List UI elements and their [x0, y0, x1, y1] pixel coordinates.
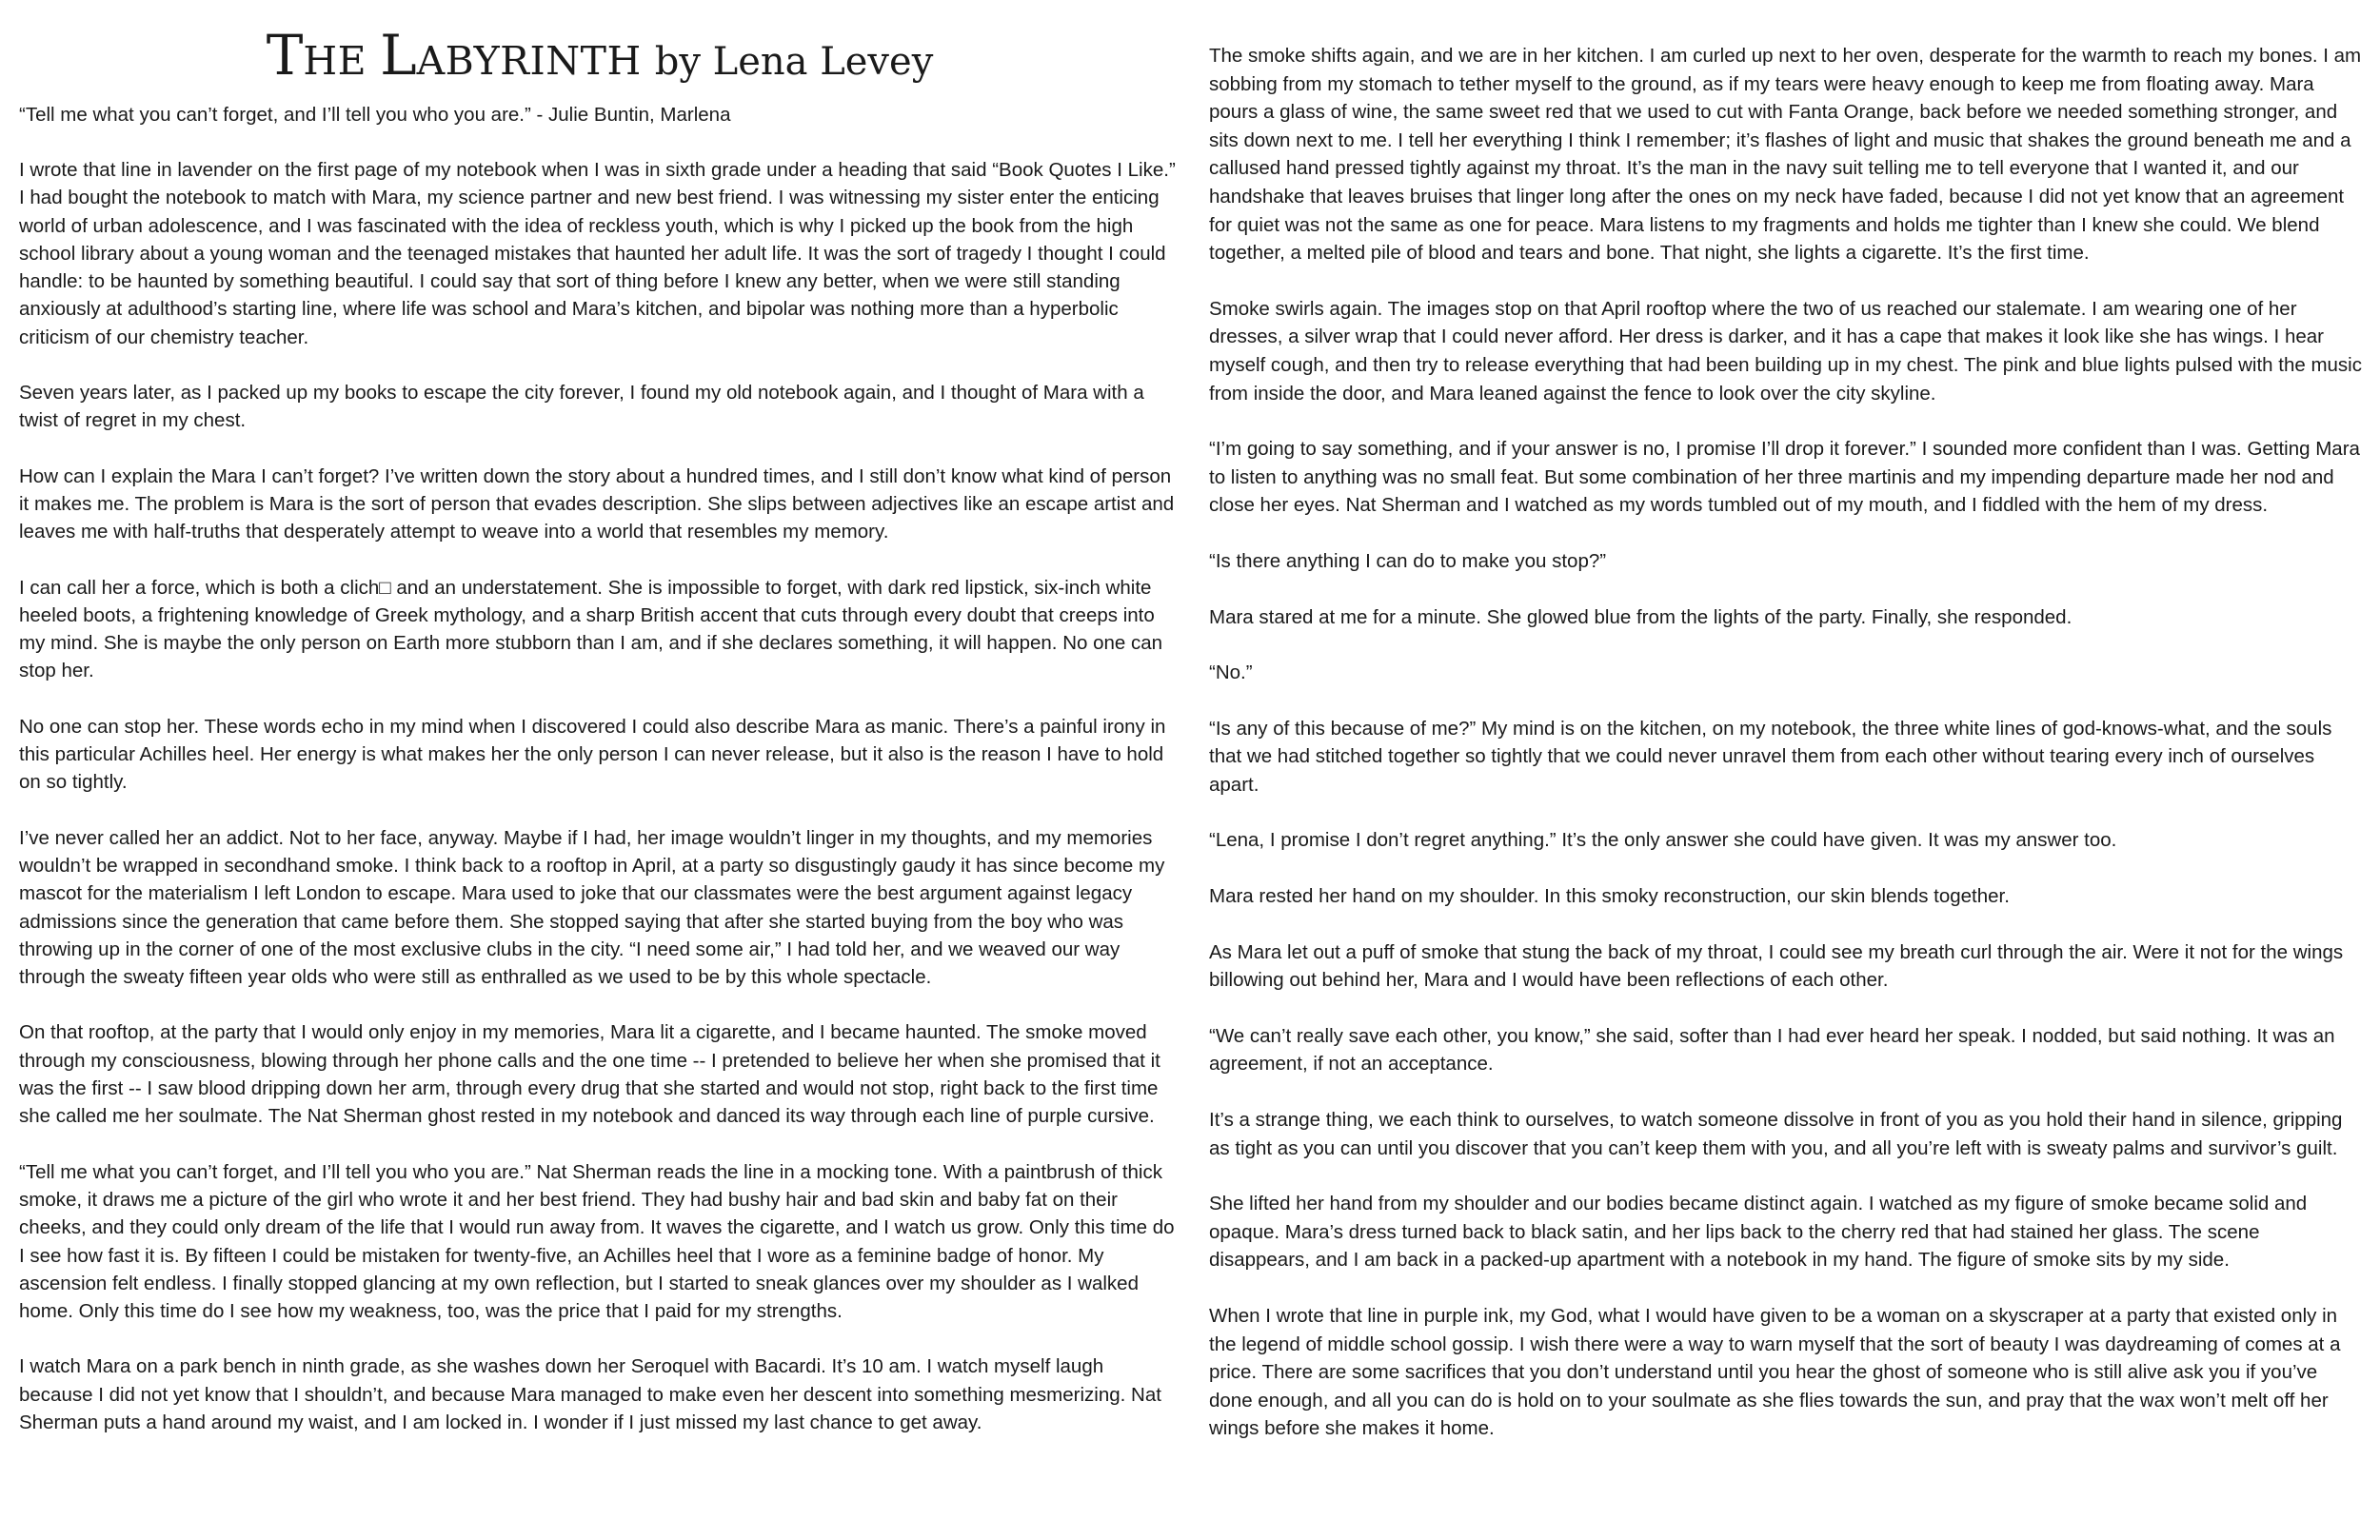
- left-body: [19, 156, 1180, 1436]
- paragraph: “We can’t really save each other, you know,” she said, softer than I had ever heard her speak. I nodded, but said nothing. It was an agreement, if not an acceptance.: [1209, 1024, 2335, 1076]
- paragraph: “Tell me what you can’t forget, and I’ll tell you who you are.” Nat Sherman reads the line in a mocking tone. With a paintbrush of thick smoke, it draws me a picture of the girl who wrote it and her best friend. They had bushy hair and bad skin and baby fat on their cheeks, and they could only dream of the life that I would run away from. It waves the cigarette, and I watch us grow. Only this time do I see how fast it is. By fifteen I could be mistaken for twenty-five, an Achilles heel that I wore as a feminine badge of honor. My ascension felt endless. I finally stopped glancing at my own reflection, but I started to sneak glances over my shoulder as I walked home. Only this time do I see how my weakness, too, was the price that I paid for my strengths.: [19, 1160, 1175, 1323]
- paragraph: Smoke swirls again. The images stop on that April rooftop where the two of us reached our stalemate. I am wearing one of her dresses, a silver wrap that I could never afford. Her dress is darker, and it has a cape that makes it look like she has wings. I hear myself cough, and then try to release everything that had been building up in my chest. The pink and blue lights pulsed with the music from inside the door, and Mara leaned against the fence to look over the city skyline.: [1209, 297, 2362, 405]
- paragraph: I’ve never called her an addict. Not to her face, anyway. Maybe if I had, her image wouldn’t linger in my thoughts, and my memories wouldn’t be wrapped in secondhand smoke. I think back to a rooftop in April, at a party so disgustingly gaudy it has since become my mascot for the materialism I left London to escape. Mara used to joke that our classmates were the best argument against legacy admissions since the generation that came before them. She stopped saying that after she started buying from the boy who was throwing up in the corner of one of the most exclusive clubs in the city. “I need some air,” I had told her, and we weaved our way through the sweaty fifteen year olds who were still as enthralled as we used to be by this whole spectacle.: [19, 826, 1165, 989]
- paragraph: I can call her a force, which is both a clich□ and an understatement. She is impossible to forget, with dark red lipstick, six-inch white heeled boots, a frightening knowledge of Greek mythology, and a sharp British accent that cuts through every doubt that creeps into my mind. She is maybe the only person on Earth more stubborn than I am, and if she declares something, it will happen. No one can stop her.: [19, 576, 1163, 682]
- right-column: [1209, 0, 2366, 1471]
- story-title: [19, 21, 1180, 89]
- title-rest-labyrinth: ABYRINTH: [416, 38, 642, 84]
- byline: by Lena Levey: [654, 40, 934, 84]
- title-initial-l: L: [380, 23, 417, 88]
- paragraph: I wrote that line in lavender on the first page of my notebook when I was in sixth grade under a heading that said “Book Quotes I Like.” I had bought the notebook to match with Mara, my science partner and new best friend. I was witnessing my sister enter the enticing world of urban adolescence, and I was fascinated with the idea of reckless youth, which is why I picked up the book from the high school library about a young woman and the teenaged mistakes that haunted her adult life. It was the sort of tragedy I thought I could handle: to be haunted by something beautiful. I could say that sort of thing before I knew any better, when we were still standing anxiously at adulthood’s starting line, where life was school and Mara’s kitchen, and bipolar was nothing more than a hyperbolic criticism of our chemistry teacher.: [19, 159, 1176, 348]
- epigraph: “Tell me what you can’t forget, and I’ll tell you who you are.” - Julie Buntin, Marlena: [19, 104, 731, 126]
- right-body: [1209, 42, 2366, 1443]
- left-column: [19, 0, 1180, 1464]
- paragraph: No one can stop her. These words echo in my mind when I discovered I could also describe Mara as manic. There’s a painful irony in this particular Achilles heel. Her energy is what makes her the only person I can never release, but it also is the reason I have to hold on so tightly.: [19, 715, 1166, 794]
- paragraph: Mara stared at me for a minute. She glowed blue from the lights of the party. Finally, she responded.: [1209, 605, 2073, 628]
- paragraph: Mara rested her hand on my shoulder. In this smoky reconstruction, our skin blends together.: [1209, 885, 2010, 908]
- paragraph: She lifted her hand from my shoulder and our bodies became distinct again. I watched as my figure of smoke became solid and opaque. Mara’s dress turned back to black satin, and her lips back to the cherry red that had stained her glass. The scene disappears, and I am back in a packed-up apartment with a notebook in my hand. The figure of smoke sits by my side.: [1209, 1193, 2308, 1272]
- title-rest-the: HE: [303, 38, 367, 84]
- paragraph: The smoke shifts again, and we are in her kitchen. I am curled up next to her oven, desperate for the warmth to reach my bones. I am sobbing from my stomach to tether myself to the ground, as if my tears were heavy enough to keep me from floating away. Mara pours a glass of wine, the same sweet red that we used to cut with Fanta Orange, back before we needed something stronger, and sits down next to me. I tell her everything I think I remember; it’s flashes of light and music that shakes the ground beneath me and a callused hand pressed tightly against my throat. It’s the man in the navy suit telling me to tell everyone that I wanted it, and our handshake that leaves bruises that linger long after the ones on my neck have faded, because I did not yet know that an agreement for quiet was not the same as one for peace. Mara listens to my fragments and holds me tighter than I knew she could. We blend together, a melted pile of blood and tears and bone. That night, she lights a cigarette. It’s the first time.: [1209, 45, 2362, 265]
- paragraph: “I’m going to say something, and if your answer is no, I promise I’ll drop it forever.” I sounded more confident than I was. Getting Mara to listen to anything was no small feat. But some combination of her three martinis and my impending departure made her nod and close her eyes. Nat Sherman and I watched as my words tumbled out of my mouth, and I fiddled with the hem of my dress.: [1209, 438, 2360, 517]
- paragraph: I watch Mara on a park bench in ninth grade, as she washes down her Seroquel with Bacardi. It’s 10 am. I watch myself laugh because I did not yet know that I shouldn’t, and because Mara managed to make even her descent into something mesmerizing. Nat Sherman puts a hand around my waist, and I am locked in. I wonder if I just missed my last chance to get away.: [19, 1355, 1161, 1433]
- paragraph: On that rooftop, at the party that I would only enjoy in my memories, Mara lit a cigarette, and I became haunted. The smoke moved through my consciousness, blowing through her phone calls and the one time -- I pretended to believe her when she promised that it was the first -- I saw blood dripping down her arm, through every drug that she started and would not stop, right back to the first time she called me her soulmate. The Nat Sherman ghost rested in my notebook and danced its way through each line of purple cursive.: [19, 1021, 1160, 1128]
- paragraph: Seven years later, as I packed up my books to escape the city forever, I found my old notebook again, and I thought of Mara with a twist of regret in my chest.: [19, 382, 1144, 432]
- paragraph: When I wrote that line in purple ink, my God, what I would have given to be a woman on a skyscraper at a party that existed only in the legend of middle school gossip. I wish there were a way to warn myself that the sort of beauty I was daydreaming of comes at a price. There are some sacrifices that you don’t understand until you hear the ghost of someone who is still alive ask you if you’ve done enough, and all you can do is hold on to your soulmate as she flies towards the sun, and pray that the wax won’t melt off her wings before she makes it home.: [1209, 1305, 2341, 1440]
- paragraph: As Mara let out a puff of smoke that stung the back of my throat, I could see my breath curl through the air. Were it not for the wings billowing out behind her, Mara and I would have been reflections of each other.: [1209, 940, 2344, 992]
- paragraph: It’s a strange thing, we each think to ourselves, to watch someone dissolve in front of you as you hold their hand in silence, gripping as tight as you can until you discover that you can’t keep them with you, and all you’re left with is sweaty palms and survivor’s guilt.: [1209, 1109, 2343, 1159]
- paragraph: “No.”: [1209, 661, 1253, 684]
- paragraph: How can I explain the Mara I can’t forget? I’ve written down the story about a hundred times, and I still don’t know what kind of person it makes me. The problem is Mara is the sort of person that evades description. She slips between adjectives like an escape artist and leaves me with half-truths that desperately attempt to weave into a world that resembles my memory.: [19, 464, 1175, 543]
- paragraph: “Is any of this because of me?” My mind is on the kitchen, on my notebook, the three white lines of god-knows-what, and the souls that we had stitched together so tightly that we could never unravel them from each other without tearing every inch of ourselves apart.: [1209, 717, 2332, 796]
- paragraph: “Is there anything I can do to make you stop?”: [1209, 549, 1607, 572]
- paragraph: “Lena, I promise I don’t regret anything.” It’s the only answer she could have given. It was my answer too.: [1209, 829, 2117, 852]
- title-initial-t: T: [266, 23, 304, 88]
